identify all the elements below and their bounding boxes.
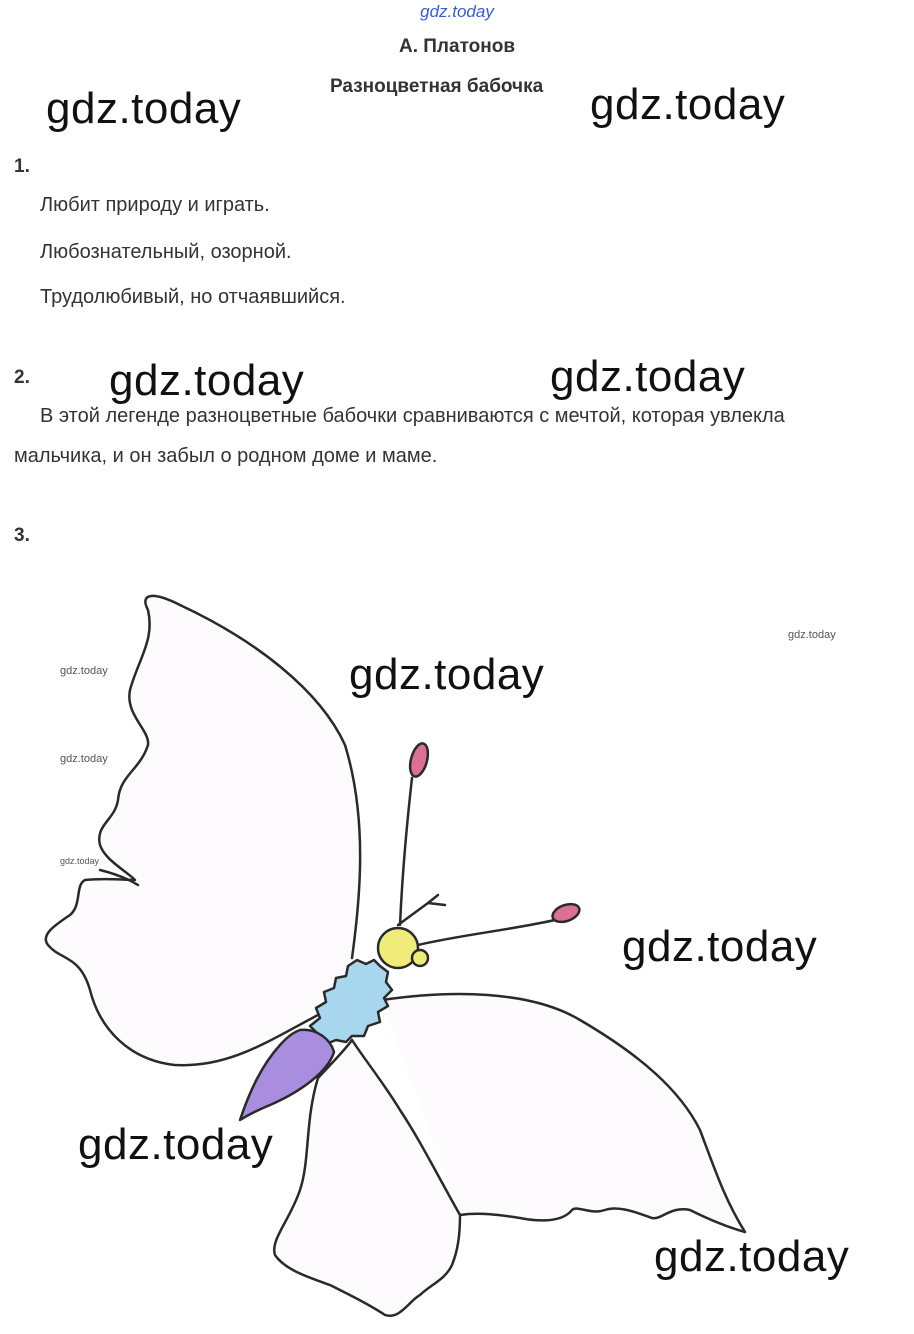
author-heading: А. Платонов	[399, 36, 515, 57]
story-title: Разноцветная бабочка	[330, 76, 544, 97]
watermark-small: gdz.today	[60, 856, 100, 866]
left-antenna	[400, 778, 412, 925]
answer-2-line-2: мальчика, и он забыл о родном доме и маме.	[14, 445, 438, 467]
watermark-big: gdz.today	[622, 922, 818, 971]
watermark-big: gdz.today	[654, 1232, 850, 1281]
answer-2-line-1: В этой легенде разноцветные бабочки сравниваются с мечтой, которая увлекла	[40, 405, 785, 427]
top-watermark: gdz.today	[420, 2, 494, 21]
left-antenna-tip	[407, 742, 431, 779]
answer-1-line-1: Любит природу и играть.	[40, 194, 270, 216]
watermark-small: gdz.today	[60, 753, 108, 765]
watermark-big: gdz.today	[590, 80, 786, 129]
right-antenna	[418, 920, 555, 945]
watermark-big: gdz.today	[109, 356, 305, 405]
question-1-number: 1.	[14, 156, 30, 177]
answer-1-line-3: Трудолюбивый, но отчаявшийся.	[40, 286, 346, 308]
watermark-small: gdz.today	[60, 665, 108, 677]
watermark-big: gdz.today	[46, 84, 242, 133]
right-antenna-tip	[550, 901, 582, 926]
watermark-small: gdz.today	[788, 629, 836, 641]
eye-bump	[412, 950, 428, 966]
watermark-big: gdz.today	[550, 352, 746, 401]
question-3-number: 3.	[14, 525, 30, 546]
antenna-hook	[398, 895, 445, 925]
watermark-big: gdz.today	[78, 1120, 274, 1169]
watermark-big: gdz.today	[349, 650, 545, 699]
question-2-number: 2.	[14, 367, 30, 388]
answer-1-line-2: Любознательный, озорной.	[40, 241, 292, 263]
